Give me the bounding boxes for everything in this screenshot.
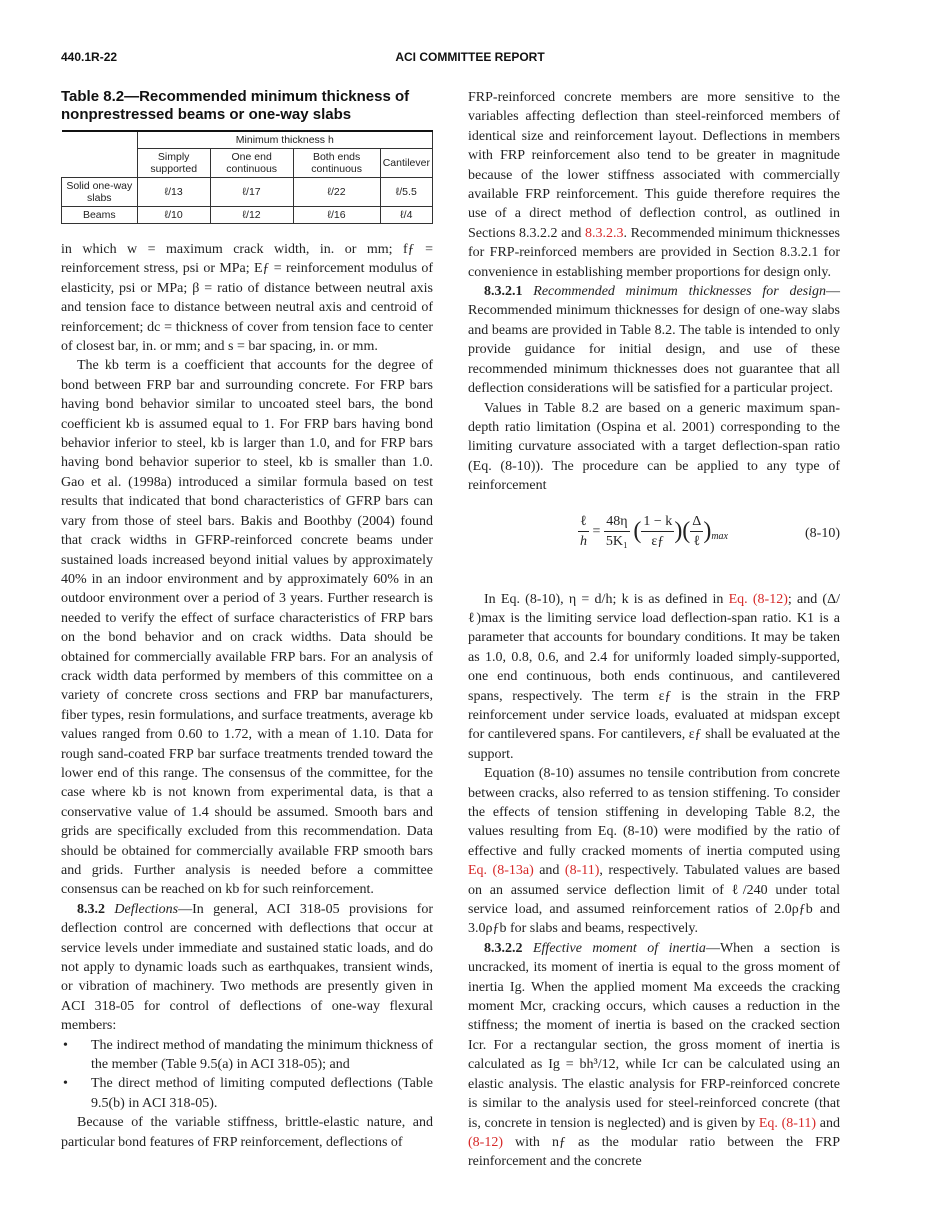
table-cell: ℓ/16 (293, 207, 380, 224)
table-caption: Table 8.2—Recommended minimum thickness of nonprestressed beams or one-way slabs (61, 88, 410, 123)
section-title: Effective moment of inertia (532, 940, 706, 956)
left-column (61, 88, 433, 1152)
table-row (62, 178, 433, 207)
section-number: 8.3.2.1 (484, 284, 523, 300)
section-number: 8.3.2.2 (484, 940, 523, 956)
paragraph-effective-moment: 8.3.2.2 Effective moment of inertia—When a section is uncracked, its moment of inertia is equal to the gross moment of inertia Ig. When the applied moment Ma exceeds the cracking moment Mcr, cracking occurs, which causes a reduction in the stiffness; the moment of inertia is based on the cracked section Icr. For a rectangular section, the gross moment of inertia is calculated as Ig = bh³/12, while Icr can be calculated using an elastic analysis. The elastic analysis for FRP-reinforced concrete is similar to the analysis used for steel-reinforced concrete (that is, concrete in tension is neglected) and is given by Eq. (8-11) and (8-12) with nƒ as the modular ratio between the FRP reinforcement and the concrete (468, 940, 841, 1170)
cross-reference-link[interactable]: Eq. (8-13a) (468, 863, 534, 879)
bullet-list (61, 1036, 433, 1114)
table-col-header: Simply supported (137, 149, 210, 178)
equation-8-10: ℓ h = $\frac{48\eta}{\text{5K₁}}$ ( $\frac{1 - k}{\varepsilon ƒ}$ )( Δ ℓ )$_{max}$ (8-10) (580, 513, 840, 549)
section-title: Deflections (114, 901, 179, 917)
row-label: Beams (62, 207, 138, 224)
right-column (468, 88, 840, 1172)
paragraph: In Eq. (8-10), η = d/h; k is as defined in Eq. (8-12); and (Δ/ℓ)max is the limiting service load deflection-span ratio. K1 is a parameter that accounts for boundary conditions. It may be taken as 1.0, 0.8, 0.6, and 2.4 for uniformly loaded simply-supported, one end continuous, both ends continuous, and cantilevered spans, respectively. The term εƒ is the strain in the FRP reinforcement under service loads, evaluated at midspan except for cantilevered spans. For cantilevers, εƒ shall be evaluated at the support. (468, 591, 840, 762)
table-cell: ℓ/13 (137, 178, 210, 207)
paragraph: Because of the variable stiffness, brittle-elastic nature, and particular bond features of FRP reinforcement, deflections of (61, 1115, 433, 1150)
cross-reference-link[interactable]: (8-12) (468, 1134, 503, 1150)
table-col-header: Cantilever (380, 149, 432, 178)
paragraph: The kb term is a coefficient that accounts for the degree of bond between FRP bar and surrounding concrete. For FRP bars having bond behavior similar to uncoated steel bars, the bond coefficient kb is assumed equal to 1. For FRP bars having bond behavior inferior to steel, kb is larger than 1.0, and for FRP bars having bond behavior superior to steel, kb is smaller than 1.0. Gao et al. (1998a) introduced a similar formula based on test results that indicated that bond characteristics of GFRP bars can vary from those of steel bars. Bakis and Boothby (2004) found that crack widths in GFRP-reinforced concrete beams under sustained loads increased beyond initial values by approximately 40% in an indoor environment and by approximately 60% in an outdoor environment over a period of 3 years. Further research is needed to verify the effect of surface characteristics of FRP bars on the bond behavior and on crack widths. Data should be obtained for commercially available FRP bars. For an analysis of crack width data performed by members of this committee on a variety of concrete cross sections and FRP bar manufacturers, fiber types, resin formulations, and surface treatments, average kb values ranged from 0.60 to 1.72, with a mean of 1.10. Data for rough sand-coated FRP bar surface treatments trended toward the lower end of this range. The consensus of the committee, for the case where kb is not known from experimental data, is that a conservative value of 1.4 should be assumed. Smooth bars and grids are specifically excluded from this recommendation. Data should be obtained for commercially available FRP smooth bars and grids. Further analysis is needed before a committee consensus can be reached on kb for such reinforcement. (61, 358, 433, 898)
list-item: • The direct method of limiting computed deflections (Table 9.5(b) in ACI 318-05). (61, 1074, 433, 1113)
paragraph: in which w = maximum crack width, in. or mm; fƒ = reinforcement stress, psi or MPa; Eƒ = reinforcement modulus of elasticity, psi or MPa; β = ratio of distance between neutral axis and tension face to distance between neutral axis and centroid of reinforcement; dc = thickness of cover from tension face to center of closest bar, in. or mm; and s = bar spacing, in. or mm. (61, 242, 433, 355)
cross-reference-link[interactable]: Eq. (8-11) (758, 1115, 817, 1131)
cross-reference-link[interactable]: Eq. (8-12) (728, 591, 788, 607)
table-cell: ℓ/4 (380, 207, 432, 224)
paragraph-deflections: 8.3.2 Deflections—In general, ACI 318-05 provisions for deflection control are concerned with deflections that occur at service levels under immediate and sustained static loads, and do not apply to dynamic loads such as earthquakes, transient winds, or vibration of machinery. Two methods are presently given in ACI 318-05 for control of deflections of one-way flexural members: (61, 901, 433, 1034)
list-item: • The indirect method of mandating the minimum thickness of the member (Table 9.5(a) in ACI 318-05); and (61, 1036, 433, 1075)
paragraph: FRP-reinforced concrete members are more sensitive to the variables affecting deflection than steel-reinforced members of identical size and reinforcement layout. Deflections in members with FRP reinforcement also tend to be greater in magnitude because of the lower stiffness associated with commercially available FRP reinforcement. This guide therefore requires the use of a direct method of deflection control, as outlined in Sections 8.3.2.2 and 8.3.2.3. Recommended minimum thicknesses for FRP-reinforced members are provided in Section 8.3.2.1 for convenience in establishing member proportions for design only. (468, 90, 840, 280)
table-col-header: Both ends continuous (293, 149, 380, 178)
table-col-header: One end continuous (210, 149, 293, 178)
table-group-header: Minimum thickness h (137, 131, 432, 149)
section-number: 8.3.2 (77, 901, 105, 917)
table-cell: ℓ/12 (210, 207, 293, 224)
cross-reference-link[interactable]: 8.3.2.3 (584, 225, 624, 241)
page-number: 440.1R-22 (61, 50, 118, 64)
equation-number: (8-10) (805, 525, 840, 541)
table-cell: ℓ/22 (293, 178, 380, 207)
table-cell: ℓ/5.5 (380, 178, 432, 207)
table-cell: ℓ/17 (210, 178, 293, 207)
paragraph: Equation (8-10) assumes no tensile contribution from concrete between cracks, also referred to as tension stiffening. To consider the effects of tension stiffening in developing Table 8.2, the values resulting from Eq. (8-10) were modified by the ratio of effective and fully cracked moments of inertia computed using Eq. (8-13a) and (8-11), respectively. Tabulated values are based on an assumed service deflection limit of ℓ/240 under total service load, and assumed reinforcement ratios of 2.0ρƒb and 3.0ρƒb for slabs and beams, respectively. (468, 766, 840, 937)
running-title: ACI COMMITTEE REPORT (395, 50, 545, 64)
section-title: Recommended minimum thicknesses for design (533, 284, 827, 300)
table-row (62, 207, 433, 224)
thickness-table (61, 130, 433, 224)
paragraph-min-thickness: 8.3.2.1 Recommended minimum thicknesses for design—Recommended minimum thicknesses for design of one-way slabs and beams are provided in Table 8.2. The table is intended to only provide guidance for initial design, and use of these recommended minimum thicknesses does not guarantee that all deflection considerations will be satisfied for a particular project. (468, 284, 841, 397)
table-cell: ℓ/10 (137, 207, 210, 224)
row-label: Solid one-way slabs (62, 178, 138, 207)
paragraph: Values in Table 8.2 are based on a generic maximum span-depth ratio limitation (Ospina et al. 2001) corresponding to the limiting curvature associated with a target deflection-span ratio (Eq. (8-10)). The procedure can be applied to any type of reinforcement (468, 400, 840, 494)
cross-reference-link[interactable]: (8-11) (564, 863, 600, 879)
